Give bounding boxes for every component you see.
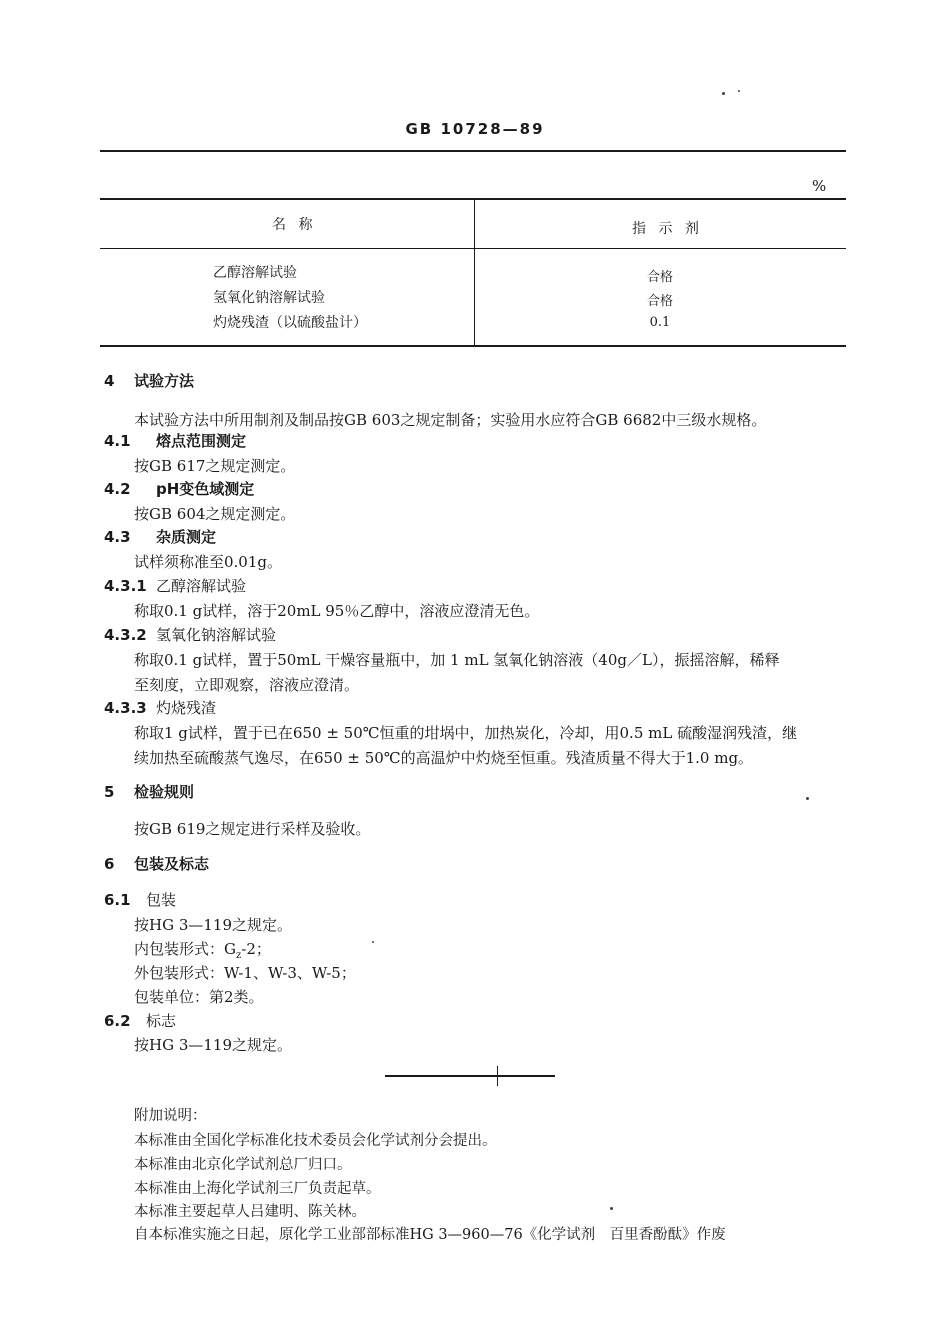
section-number: 6.2	[104, 1012, 131, 1030]
inner-packaging-tail: -2；	[241, 940, 271, 958]
section-number: 4.2	[104, 480, 131, 498]
section-title: 氢氧化钠溶解试验	[156, 626, 277, 644]
end-separator	[385, 1075, 555, 1077]
section-number: 5	[104, 783, 115, 801]
section-title: 试验方法	[134, 372, 195, 390]
scan-speck	[806, 797, 809, 800]
section-4-3-text: 试样须称准至0.01g。	[134, 553, 283, 571]
section-4-3-2-heading	[104, 624, 276, 645]
section-6-1-line-2	[134, 938, 271, 961]
table-top-rule	[100, 198, 846, 200]
section-4-3-2-line-1: 称取0.1 g试样，置于50mL 干燥容量瓶中，加 1 mL 氢氧化钠溶液（40g／L），振摇溶解，稀释	[134, 651, 780, 669]
table-unit: %	[812, 177, 827, 195]
section-4-3-1-text: 称取0.1 g试样，溶于20mL 95％乙醇中，溶液应澄清无色。	[134, 602, 540, 620]
section-6-1-heading	[104, 889, 176, 910]
table-row-name: 氢氧化钠溶解试验	[213, 290, 325, 306]
section-5-text: 按GB 619之规定进行采样及验收。	[134, 820, 371, 838]
table-row-value: 合格	[646, 270, 673, 285]
section-title: 熔点范围测定	[156, 432, 247, 450]
notes-line: 本标准由北京化学试剂总厂归口。	[134, 1157, 352, 1173]
table-header-indicator: 指 示 剂	[632, 221, 703, 237]
section-number: 6.1	[104, 891, 131, 909]
section-6-heading	[104, 853, 209, 874]
section-5-heading	[104, 781, 194, 802]
section-title: 标志	[146, 1012, 177, 1030]
section-4-intro: 本试验方法中所用制剂及制品按GB 603之规定制备；实验用水应符合GB 6682中三级水规格。	[134, 411, 767, 429]
section-number: 4.1	[104, 432, 131, 450]
section-6-1-line-1: 按HG 3—119之规定。	[134, 916, 293, 934]
section-4-3-heading	[104, 526, 216, 547]
section-4-2-heading	[104, 478, 254, 499]
section-4-1-text: 按GB 617之规定测定。	[134, 457, 296, 475]
table-header-name: 名 称	[272, 217, 317, 233]
section-title: pH变色域测定	[156, 480, 255, 498]
scan-speck	[722, 92, 725, 95]
section-4-3-3-line-1: 称取1 g试样，置于已在650 ± 50℃恒重的坩埚中，加热炭化，冷却，用0.5 mL 硫酸湿润残渣，继	[134, 724, 798, 742]
table-row-name: 灼烧残渣（以硫酸盐计）	[213, 315, 367, 331]
inner-packaging-label: 内包装形式：G	[134, 940, 236, 958]
section-4-3-2-line-2: 至刻度，立即观察，溶液应澄清。	[134, 676, 360, 694]
section-title: 包装及标志	[134, 855, 210, 873]
section-4-2-text: 按GB 604之规定测定。	[134, 505, 296, 523]
standard-code: GB 10728—89	[405, 120, 545, 138]
section-title: 检验规则	[134, 783, 195, 801]
separator-tick	[497, 1066, 498, 1086]
notes-line: 自本标准实施之日起，原化学工业部部标准HG 3—960—76《化学试剂 百里香酚酞》作废	[134, 1227, 726, 1243]
section-4-1-heading	[104, 430, 246, 451]
section-number: 4.3	[104, 528, 131, 546]
section-number: 4.3.2	[104, 626, 147, 644]
scan-speck	[738, 90, 740, 92]
section-title: 杂质测定	[156, 528, 217, 546]
scan-speck	[372, 941, 374, 943]
table-row-value: 合格	[646, 294, 673, 309]
section-6-2-heading	[104, 1010, 176, 1031]
section-number: 4.3.3	[104, 699, 147, 717]
notes-line: 本标准由上海化学试剂三厂负责起草。	[134, 1181, 381, 1197]
table-header-rule	[100, 248, 846, 249]
section-number: 4	[104, 372, 115, 390]
section-4-3-1-heading	[104, 575, 246, 596]
section-number: 6	[104, 855, 115, 873]
section-6-2-text: 按HG 3—119之规定。	[134, 1036, 293, 1054]
scan-speck	[610, 1207, 613, 1210]
section-title: 包装	[146, 891, 177, 909]
table-bottom-rule	[100, 345, 846, 347]
header-rule	[100, 150, 846, 152]
notes-title: 附加说明：	[134, 1108, 207, 1124]
table-row-value: 0.1	[649, 315, 671, 330]
notes-line: 本标准主要起草人吕建明、陈关林。	[134, 1204, 366, 1220]
inner-packaging-subscript: z	[235, 950, 242, 961]
section-number: 4.3.1	[104, 577, 147, 595]
section-6-1-line-4: 包装单位：第2类。	[134, 988, 264, 1006]
table-column-divider	[474, 199, 475, 346]
section-4-3-3-heading	[104, 697, 216, 718]
section-4-3-3-line-2: 续加热至硫酸蒸气逸尽，在650 ± 50℃的高温炉中灼烧至恒重。残渣质量不得大于1.0 mg。	[134, 749, 754, 767]
notes-line: 本标准由全国化学标准化技术委员会化学试剂分会提出。	[134, 1133, 497, 1149]
section-title: 乙醇溶解试验	[156, 577, 247, 595]
section-title: 灼烧残渣	[156, 699, 217, 717]
table-row-name: 乙醇溶解试验	[213, 265, 297, 281]
section-4-heading	[104, 370, 194, 391]
section-6-1-line-3: 外包装形式：W-1、W-3、W-5；	[134, 964, 356, 982]
